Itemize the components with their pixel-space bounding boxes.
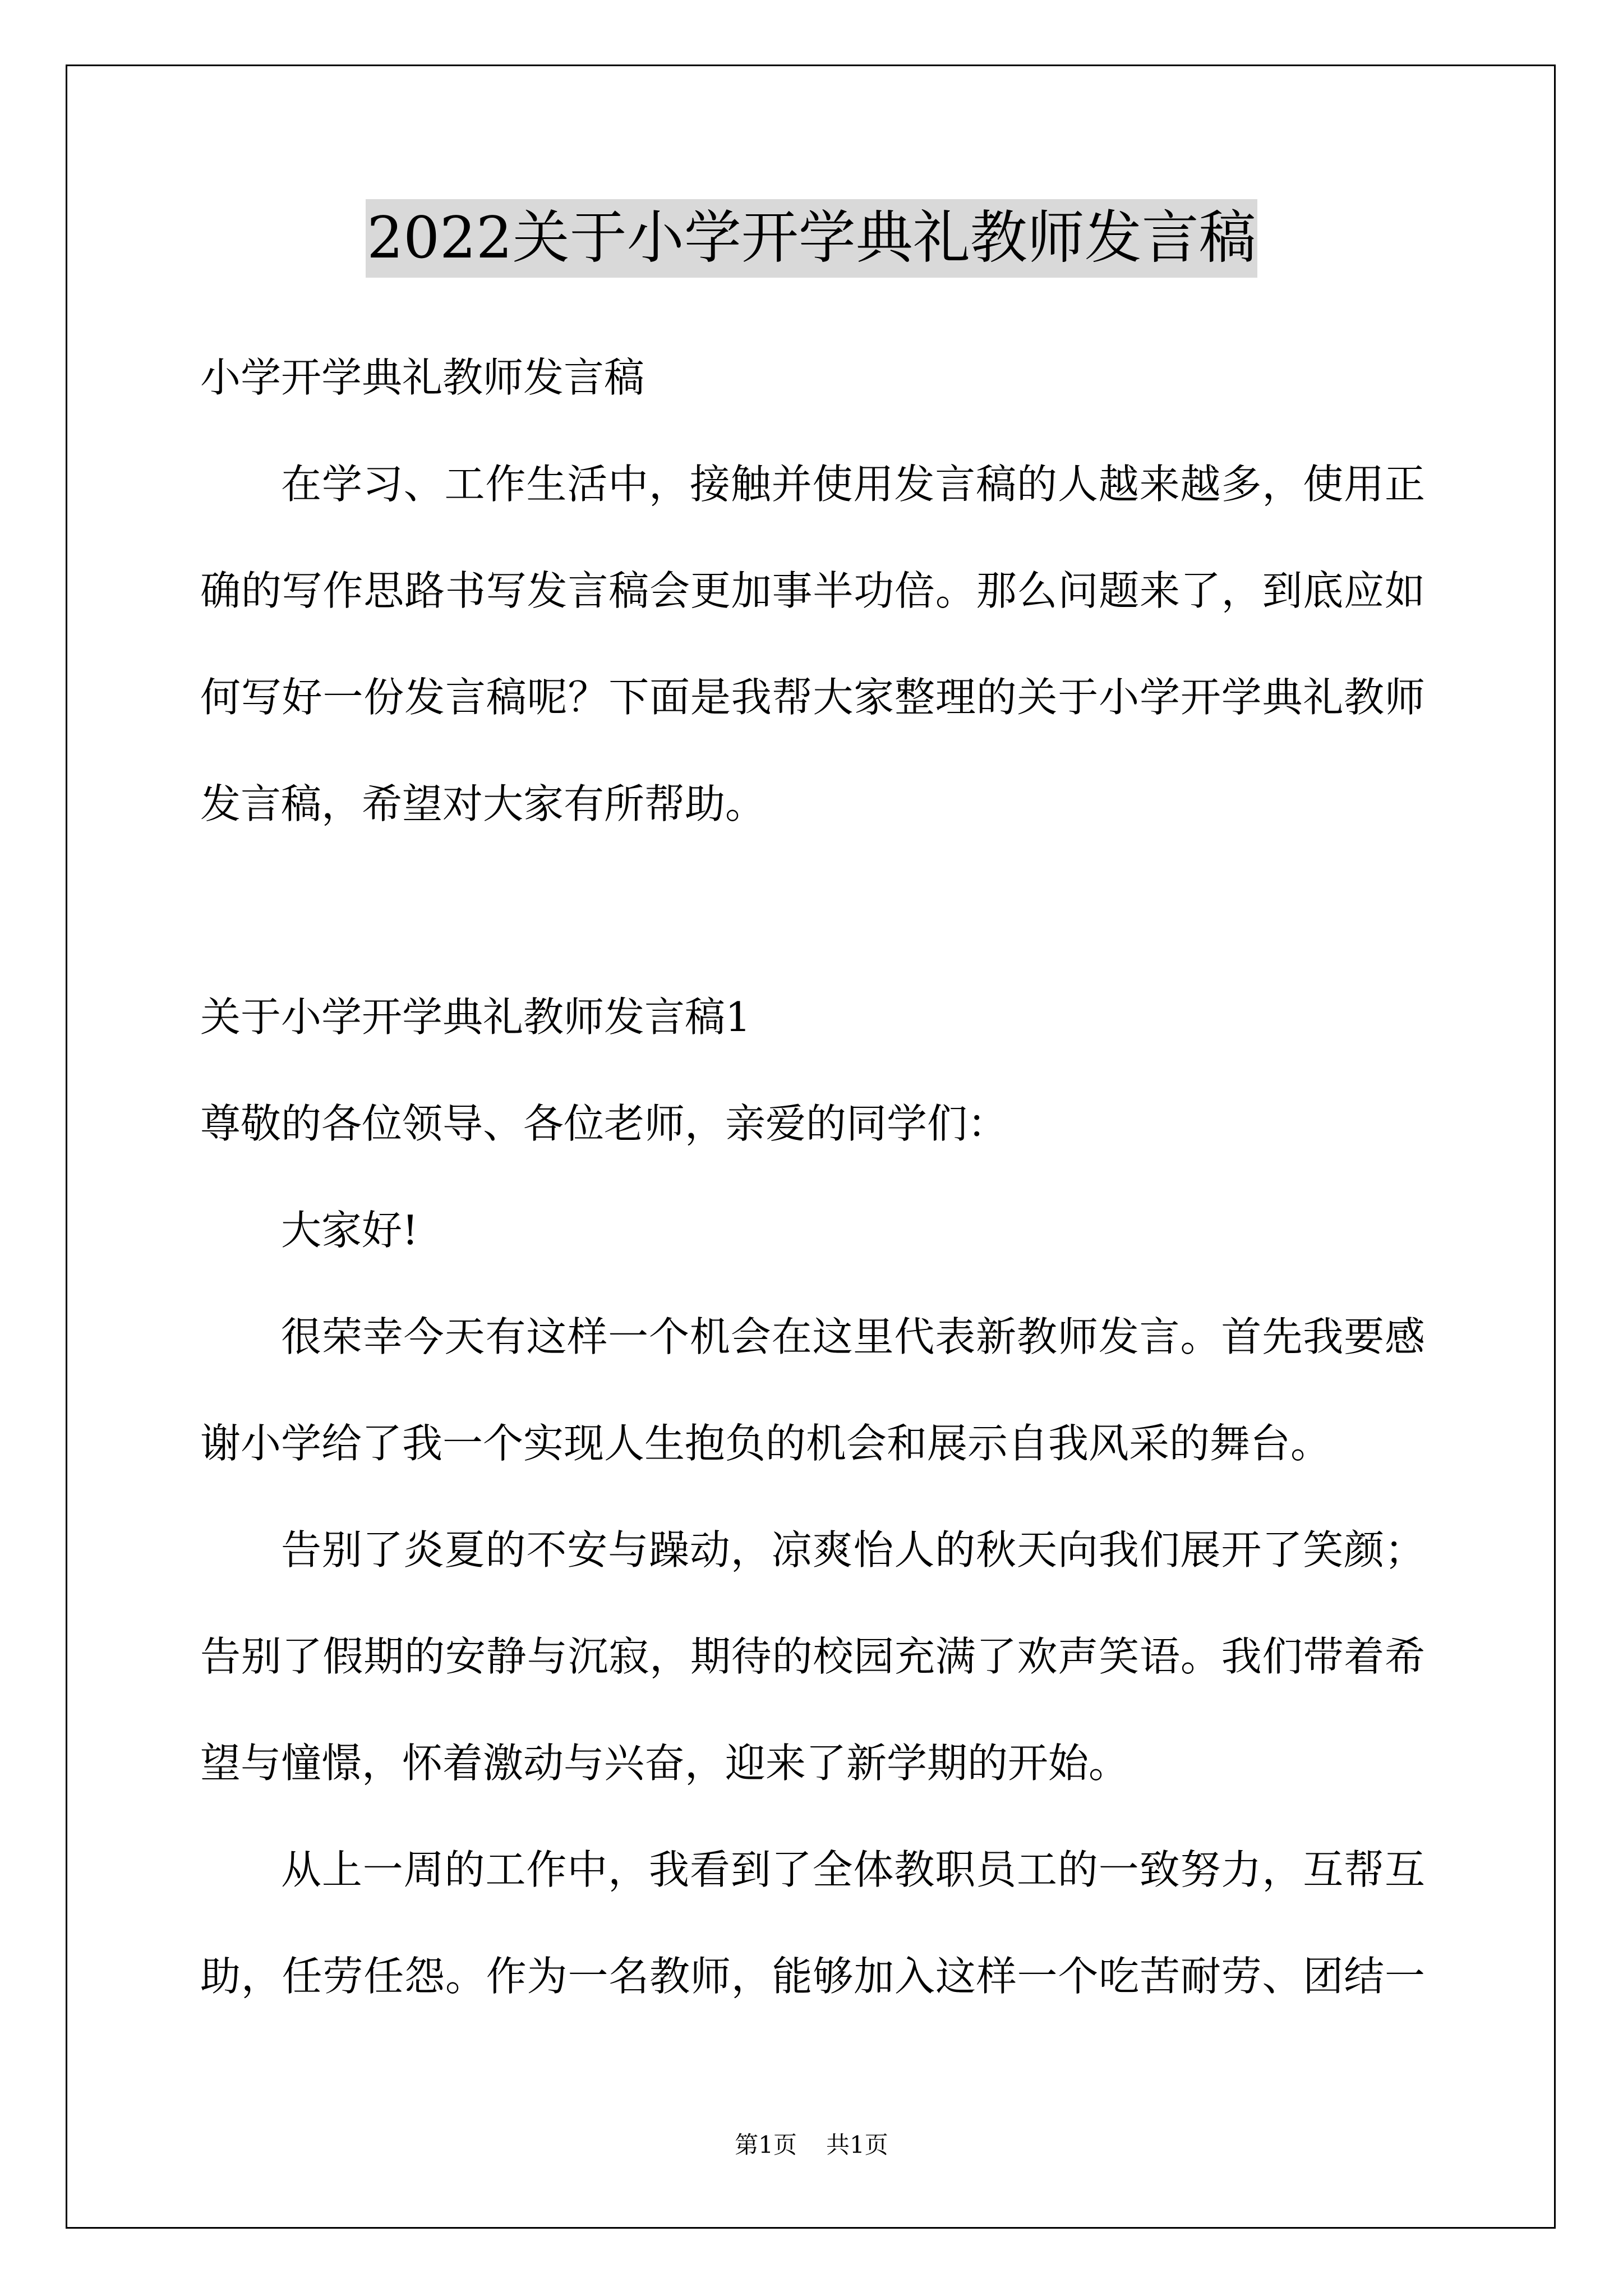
paragraph-greeting [200,1177,1425,1283]
page-footer [0,2131,1623,2159]
title-container [0,199,1623,278]
paragraph-subtitle [200,324,1425,431]
body-line: 尊敬的各位领导、各位老师，亲爱的同学们： [200,1100,1008,1147]
body-line: 在学习、工作生活中，接触并使用发言稿的人越来越多，使用正 [281,461,1425,508]
body-line: 望与憧憬，怀着激动与兴奋，迎来了新学期的开始。 [200,1740,1129,1787]
body-line: 助，任劳任怨。作为一名教师，能够加入这样一个吃苦耐劳、团结一 [200,1953,1425,2000]
paragraph-intro [200,431,1425,857]
paragraph-section-heading [200,964,1425,1070]
paragraph-salutation [200,1070,1425,1177]
body-line: 何写好一份发言稿呢？下面是我帮大家整理的关于小学开学典礼教师 [200,674,1425,721]
document-title: 2022关于小学开学典礼教师发言稿 [366,199,1257,278]
body-line: 很荣幸今天有这样一个机会在这里代表新教师发言。首先我要感 [281,1313,1425,1360]
paragraph-body-3 [200,1816,1425,2030]
section-heading: 关于小学开学典礼教师发言稿1 [200,993,751,1041]
body-line: 大家好! [281,1207,418,1254]
paragraph-body-1 [200,1283,1425,1497]
body-line: 告别了炎夏的不安与躁动，凉爽怡人的秋天向我们展开了笑颜； [281,1526,1425,1573]
page-total: 共1页 [826,2131,888,2159]
document-body [200,324,1425,2030]
body-line: 告别了假期的安静与沉寂，期待的校园充满了欢声笑语。我们带着希 [200,1633,1425,1680]
body-line: 从上一周的工作中，我看到了全体教职员工的一致努力，互帮互 [281,1846,1425,1893]
body-line: 发言稿，希望对大家有所帮助。 [200,780,766,827]
body-line: 谢小学给了我一个实现人生抱负的机会和展示自我风采的舞台。 [200,1420,1331,1467]
body-line: 确的写作思路书写发言稿会更加事半功倍。那么问题来了，到底应如 [200,567,1425,614]
page-number: 第1页 [735,2131,797,2159]
paragraph-body-2 [200,1497,1425,1816]
body-line: 小学开学典礼教师发言稿 [200,354,645,401]
